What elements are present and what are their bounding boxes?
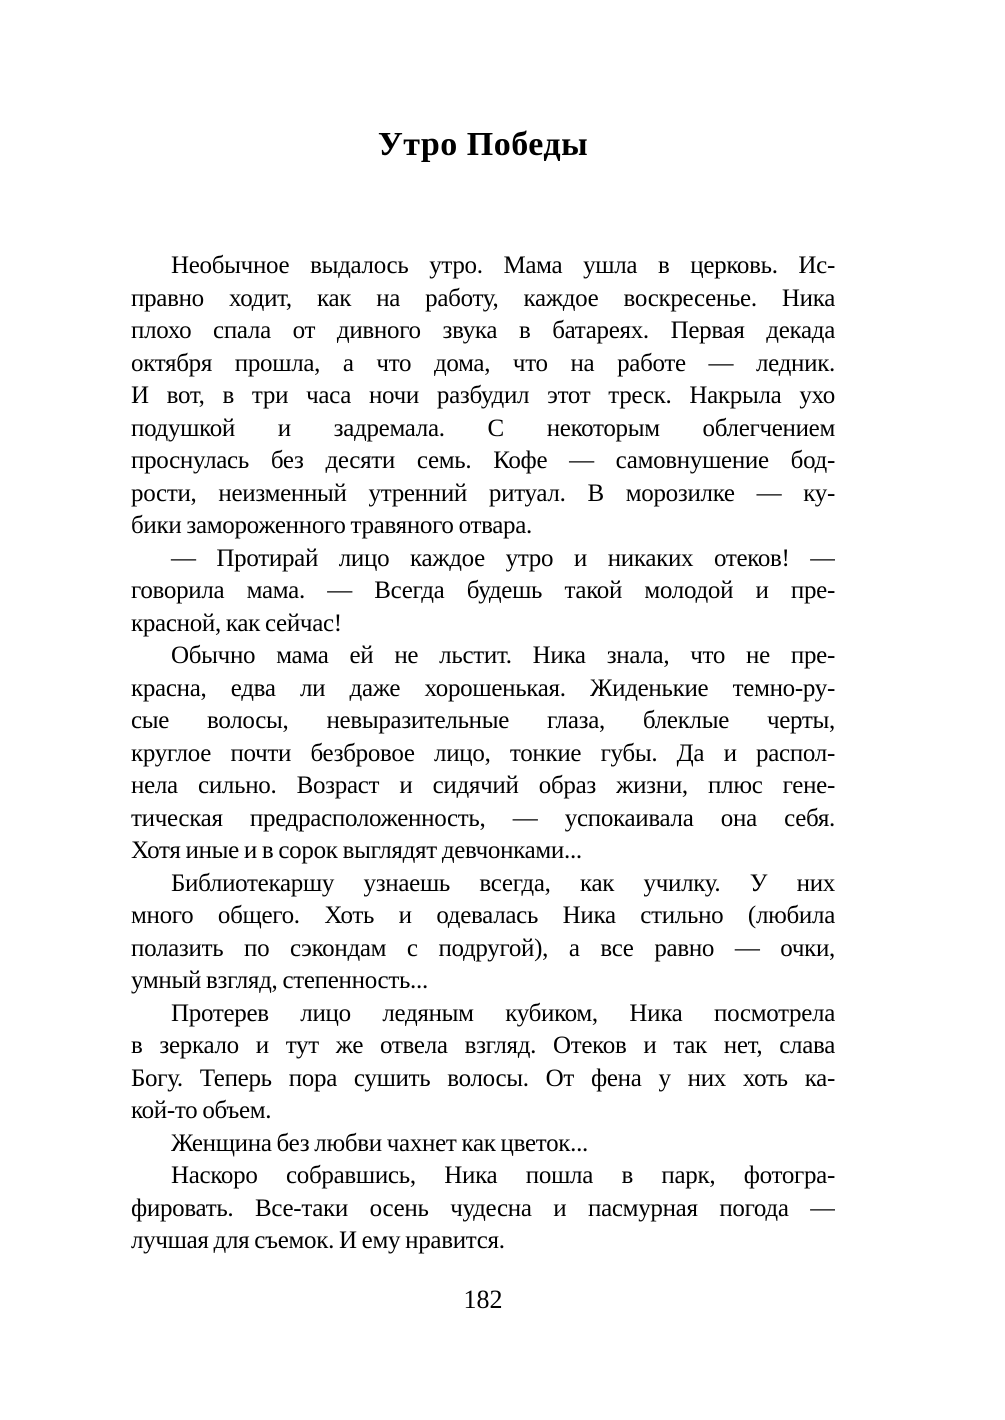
paragraph [131,1128,835,1161]
text-line: умный взгляд, степенность... [131,967,428,994]
text-line: сые волосы, невыразительные глаза, блеклые черты, [131,707,835,734]
text-line: — Протирай лицо каждое утро и никаких отеков! — [171,544,835,572]
text-line: фировать. Все-таки осень чудесна и пасмурная погода — [131,1194,835,1222]
text-line: красной, как сейчас! [131,609,342,637]
paragraph [131,868,835,998]
paragraph [131,1160,835,1258]
text-line: Протерев лицо ледяным кубиком, Ника посмотрела [171,999,835,1027]
paragraph [131,640,835,868]
text-line: рости, неизменный утренний ритуал. В морозилке — ку- [131,479,835,507]
text-line: Необычное выдалось утро. Мама ушла в церковь. Ис- [171,252,835,279]
text-line: Обычно мама ей не льстит. Ника знала, что не пре- [171,642,835,669]
text-line: октября прошла, а что дома, что на работе — ледник. [131,349,835,377]
paragraph [131,998,835,1128]
page-number: 182 [463,1284,503,1314]
text-line: плохо спала от дивного звука в батареях. Первая декада [131,317,835,344]
body-text [131,250,835,1258]
text-line: И вот, в три часа ночи разбудил этот треск. Накрыла ухо [131,382,835,409]
text-line: говорила мама. — Всегда будешь такой молодой и пре- [131,577,835,604]
text-line: подушкой и задремала. С некоторым облегчением [131,414,835,442]
chapter-title: Утро Победы [377,126,589,163]
text-line: проснулась без десяти семь. Кофе — самовнушение бод- [131,447,835,474]
text-line: много общего. Хоть и одевалась Ника стильно (любила [131,902,835,929]
text-line: бики замороженного травяного отвара. [131,512,532,539]
text-line: Женщина без любви чахнет как цветок... [171,1129,588,1157]
text-line: нела сильно. Возраст и сидячий образ жизни, плюс гене- [131,772,835,799]
paragraph [131,250,835,543]
text-line: лучшая для съемок. И ему нравится. [131,1227,505,1254]
text-line: Библиотекаршу узнаешь всегда, как училку. У них [171,869,835,897]
text-line: Наскоро собравшись, Ника пошла в парк, фотогра- [171,1162,835,1189]
paragraph [131,543,835,641]
text-line: круглое почти безбровое лицо, тонкие губы. Да и распол- [131,739,835,767]
text-line: кой-то объем. [131,1097,272,1124]
text-column [131,124,835,1316]
text-line: полазить по сэкондам с подругой), а все равно — очки, [131,934,835,962]
text-line: красна, едва ли даже хорошенькая. Жиденькие темно-ру- [131,674,835,702]
text-line: тическая предрасположенность, — успокаивала она себя. [131,804,835,832]
text-line: Богу. Теперь пора сушить волосы. От фена у них хоть ка- [131,1064,835,1092]
text-line: в зеркало и тут же отвела взгляд. Отеков и так нет, слава [131,1032,835,1059]
text-line: Хотя иные и в сорок выглядят девчонками... [131,837,582,864]
text-line: правно ходит, как на работу, каждое воскресенье. Ника [131,284,835,312]
